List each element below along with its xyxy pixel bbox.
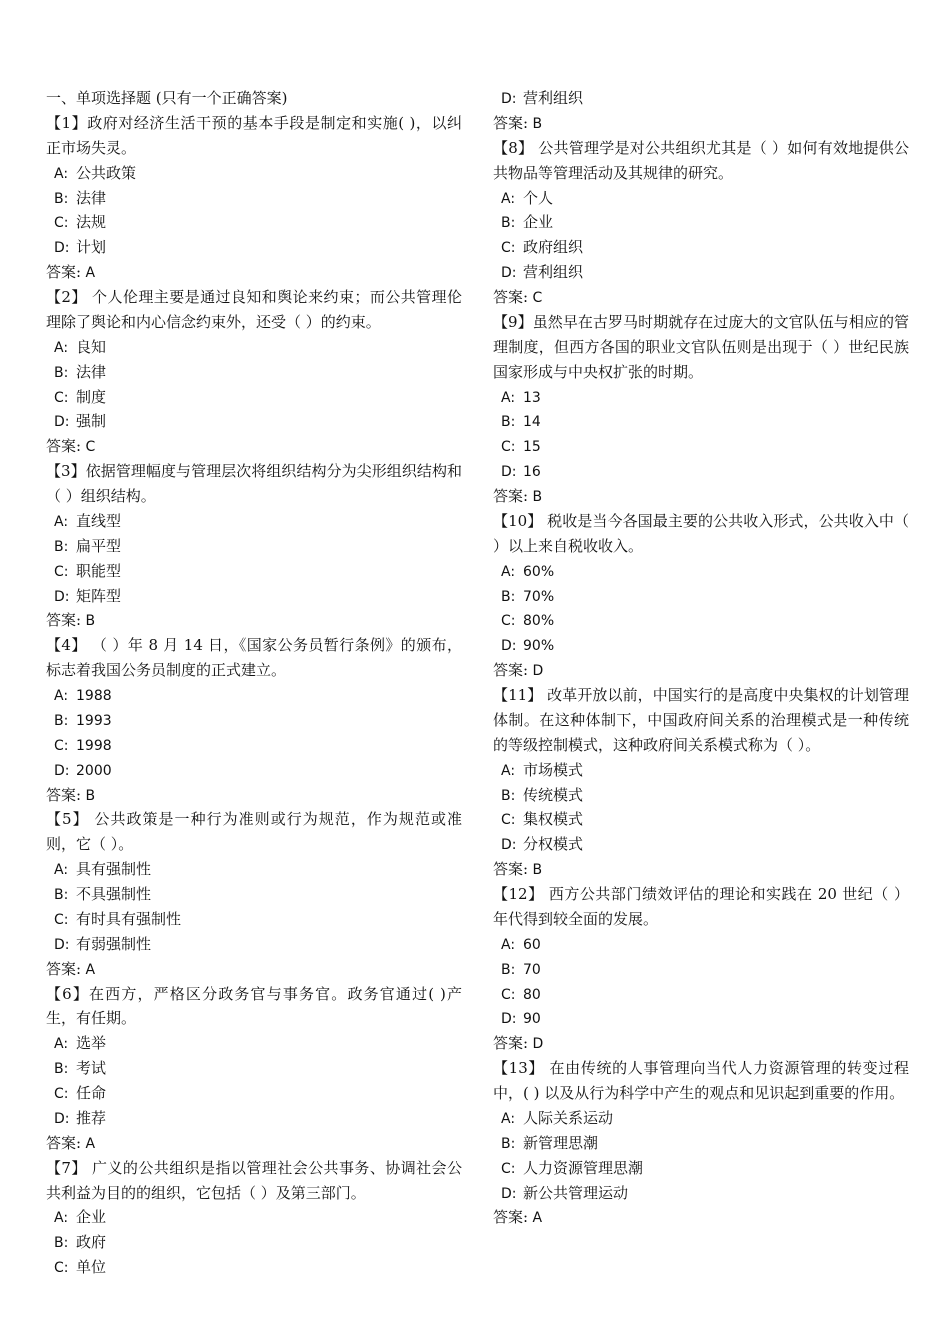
option-label: C: — [54, 911, 69, 928]
option-label: C: — [54, 563, 69, 580]
question-stem — [493, 683, 909, 758]
question-block — [46, 285, 462, 459]
option-label: D: — [501, 1011, 517, 1028]
option-row — [46, 1106, 462, 1131]
question-stem — [493, 882, 909, 932]
option-row — [46, 733, 462, 758]
question-stem — [46, 633, 462, 683]
option-row — [46, 385, 462, 410]
answer-value: D — [532, 663, 544, 680]
option-row — [46, 1031, 462, 1056]
answer-value: A — [532, 1210, 543, 1227]
option-row — [493, 807, 909, 832]
option-row — [493, 832, 909, 857]
option-text: 14 — [523, 414, 541, 431]
question-stem — [46, 285, 462, 335]
option-label: B: — [54, 364, 69, 381]
option-label: B: — [54, 712, 69, 729]
question-number: 【6】 — [46, 984, 90, 1003]
question-stem — [493, 136, 909, 186]
option-label: C: — [501, 613, 516, 630]
option-text: 有时具有强制性 — [76, 909, 182, 928]
option-row — [493, 1131, 909, 1156]
option-label: C: — [501, 986, 516, 1003]
option-text: 70% — [523, 588, 555, 605]
answer-label: 答案: — [493, 1034, 529, 1053]
option-row — [493, 186, 909, 211]
option-row — [493, 1106, 909, 1131]
question-text: 虽然早在古罗马时期就存在过庞大的文官队伍与相应的管理制度，但西方各国的职业文官队伍则是出现于（ ）世纪民族国家形成与中央权扩张的时期。 — [493, 312, 909, 381]
question-block — [493, 310, 909, 509]
option-label: B: — [501, 1135, 516, 1152]
option-label: C: — [501, 1160, 516, 1177]
question-block — [46, 111, 462, 285]
option-row — [46, 708, 462, 733]
option-label: C: — [501, 812, 516, 829]
question-number: 【10】 — [493, 511, 543, 530]
option-row — [46, 882, 462, 907]
option-text: 分权模式 — [523, 835, 584, 854]
option-row — [493, 957, 909, 982]
answer-row — [46, 783, 462, 808]
option-row — [493, 1156, 909, 1181]
option-label: D: — [501, 837, 517, 854]
option-row — [493, 210, 909, 235]
option-text: 营利组织 — [523, 89, 584, 107]
option-label: B: — [501, 215, 516, 232]
option-text: 任命 — [76, 1084, 107, 1102]
option-text: 法规 — [76, 213, 107, 232]
option-text: 80 — [523, 986, 541, 1003]
option-row — [46, 683, 462, 708]
option-text: 90% — [523, 638, 555, 655]
option-label: D: — [501, 464, 517, 481]
option-text: 市场模式 — [523, 760, 584, 779]
answer-row — [46, 1131, 462, 1156]
answer-label: 答案: — [46, 611, 82, 630]
answer-value: A — [85, 961, 96, 978]
option-row — [493, 409, 909, 434]
option-row — [493, 86, 909, 111]
option-label: A: — [54, 165, 69, 182]
answer-label: 答案: — [46, 263, 82, 282]
option-row — [46, 235, 462, 260]
option-text: 有弱强制性 — [76, 934, 152, 953]
option-row — [493, 982, 909, 1007]
option-row — [46, 1081, 462, 1106]
question-block — [46, 982, 462, 1156]
option-label: D: — [54, 936, 70, 953]
option-text: 传统模式 — [523, 785, 584, 804]
option-text: 政府组织 — [523, 238, 584, 257]
option-label: B: — [501, 961, 516, 978]
option-row — [493, 783, 909, 808]
option-row — [46, 509, 462, 534]
question-number: 【3】 — [46, 462, 86, 481]
option-text: 60 — [523, 936, 541, 953]
question-text: 公共政策是一种行为准则或行为规范，作为规范或准则，它（ ）。 — [46, 810, 462, 854]
right-column — [493, 86, 909, 1230]
question-stem — [493, 509, 909, 559]
answer-row — [493, 857, 909, 882]
option-row — [493, 584, 909, 609]
section-heading: 一、单项选择题 (只有一个正确答案) — [46, 89, 288, 107]
answer-row — [46, 608, 462, 633]
answer-row — [493, 285, 909, 310]
question-block — [46, 459, 462, 633]
option-text: 集权模式 — [523, 810, 584, 829]
option-row — [493, 1181, 909, 1206]
option-label: C: — [54, 215, 69, 232]
option-label: A: — [501, 1110, 516, 1127]
option-text: 不具强制性 — [76, 885, 152, 903]
question-number: 【4】 — [46, 636, 87, 655]
option-row — [46, 1056, 462, 1081]
option-row — [493, 459, 909, 484]
answer-row — [493, 484, 909, 509]
question-number: 【5】 — [46, 810, 89, 829]
option-row — [493, 385, 909, 410]
option-text: 政府 — [76, 1233, 107, 1252]
option-label: A: — [54, 1036, 69, 1053]
question-block — [493, 882, 909, 1056]
question-number: 【2】 — [46, 288, 87, 306]
answer-value: C — [85, 439, 96, 456]
option-label: A: — [501, 190, 516, 207]
question-text: 税收是当今各国最主要的公共收入形式，公共收入中（ ）以上来自税收收入。 — [493, 511, 909, 555]
option-label: B: — [54, 1061, 69, 1078]
question-number: 【13】 — [493, 1059, 545, 1078]
question-number: 【8】 — [493, 138, 534, 157]
question-block — [493, 683, 909, 882]
question-block — [493, 86, 909, 136]
option-label: B: — [54, 1235, 69, 1252]
question-block — [493, 1056, 909, 1230]
option-row — [493, 434, 909, 459]
answer-value: B — [532, 489, 543, 505]
option-text: 法律 — [76, 362, 107, 381]
answer-row — [46, 260, 462, 285]
question-text: 公共管理学是对公共组织尤其是（ ）如何有效地提供公共物品等管理活动及其规律的研究。 — [493, 138, 910, 182]
option-row — [493, 260, 909, 285]
option-row — [493, 608, 909, 633]
option-label: A: — [54, 513, 69, 530]
option-text: 法律 — [76, 188, 107, 207]
answer-row — [46, 957, 462, 982]
option-text: 营利组织 — [523, 263, 584, 282]
answer-row — [493, 658, 909, 683]
option-row — [46, 1255, 462, 1280]
answer-label: 答案: — [493, 860, 529, 879]
option-label: D: — [54, 240, 70, 257]
question-stem — [46, 459, 462, 509]
question-block — [493, 509, 909, 683]
option-text: 15 — [523, 439, 541, 456]
option-label: B: — [501, 588, 516, 605]
option-row — [46, 1230, 462, 1255]
option-row — [493, 1006, 909, 1031]
option-text: 强制 — [76, 412, 107, 431]
option-text: 企业 — [523, 213, 554, 232]
answer-label: 答案: — [46, 437, 82, 456]
option-text: 计划 — [76, 238, 107, 257]
answer-value: A — [85, 265, 96, 282]
option-label: C: — [54, 1260, 69, 1277]
question-number: 【11】 — [493, 686, 543, 704]
option-row — [493, 932, 909, 957]
question-stem — [46, 1156, 462, 1206]
option-label: B: — [501, 787, 516, 804]
option-row — [46, 210, 462, 235]
option-label: D: — [54, 588, 70, 605]
left-column — [46, 86, 462, 1280]
question-number: 【9】 — [493, 312, 533, 331]
option-label: D: — [501, 91, 517, 107]
option-row — [46, 758, 462, 783]
question-text: 西方公共部门绩效评估的理论和实践在 20 世纪（ ）年代得到较全面的发展。 — [493, 885, 909, 928]
question-text: 在由传统的人事管理向当代人力资源管理的转变过程中，( ) 以及从行为科学中产生的观点和见识起到重要的作用。 — [493, 1059, 909, 1102]
option-text: 推荐 — [76, 1108, 107, 1127]
option-row — [493, 559, 909, 584]
question-block — [46, 633, 462, 807]
option-label: A: — [501, 389, 516, 406]
option-row — [46, 1205, 462, 1230]
option-label: C: — [501, 439, 516, 456]
option-text: 2000 — [76, 762, 112, 779]
option-text: 单位 — [76, 1258, 107, 1277]
option-text: 矩阵型 — [76, 586, 122, 605]
option-text: 具有强制性 — [76, 860, 152, 879]
option-row — [46, 161, 462, 186]
question-number: 【7】 — [46, 1158, 87, 1177]
option-text: 1988 — [76, 688, 112, 704]
answer-value: D — [532, 1036, 544, 1053]
option-label: B: — [54, 887, 69, 903]
option-label: A: — [54, 1210, 69, 1227]
option-label: C: — [54, 1086, 69, 1102]
option-label: B: — [54, 190, 69, 207]
option-label: A: — [54, 862, 69, 879]
answer-row — [493, 1205, 909, 1230]
option-text: 人际关系运动 — [523, 1108, 614, 1127]
option-row — [46, 857, 462, 882]
question-text: （ ）年 8 月 14 日，《国家公务员暂行条例》的颁布，标志着我国公务员制度的正式建立。 — [46, 636, 462, 680]
option-text: 60% — [523, 563, 555, 580]
option-text: 16 — [523, 464, 541, 481]
question-stem — [493, 1056, 909, 1106]
option-text: 扁平型 — [76, 536, 122, 555]
answer-label: 答案: — [46, 785, 82, 804]
answer-label: 答案: — [493, 113, 529, 132]
option-row — [46, 907, 462, 932]
question-stem — [493, 310, 909, 385]
option-label: A: — [501, 563, 516, 580]
option-row — [46, 409, 462, 434]
option-row — [46, 534, 462, 559]
question-number: 【1】 — [46, 113, 88, 132]
option-row — [46, 932, 462, 957]
option-row — [46, 559, 462, 584]
option-label: D: — [54, 1110, 70, 1127]
option-row — [46, 584, 462, 609]
option-label: D: — [501, 265, 517, 282]
option-text: 人力资源管理思潮 — [523, 1158, 644, 1177]
option-label: D: — [501, 1185, 517, 1202]
option-label: A: — [54, 339, 69, 356]
option-text: 个人 — [523, 188, 554, 207]
answer-value: B — [85, 787, 96, 804]
question-stem — [46, 111, 462, 161]
answer-value: B — [532, 862, 543, 879]
answer-label: 答案: — [493, 288, 529, 306]
option-text: 制度 — [76, 387, 107, 406]
option-text: 13 — [523, 389, 541, 406]
option-label: A: — [501, 762, 516, 779]
question-text: 政府对经济生活干预的基本手段是制定和实施( )，以纠正市场失灵。 — [46, 113, 462, 157]
option-label: D: — [54, 762, 70, 779]
answer-label: 答案: — [46, 959, 82, 978]
option-row — [46, 360, 462, 385]
option-label: A: — [54, 688, 69, 704]
answer-row — [493, 111, 909, 136]
option-text: 1998 — [76, 737, 112, 754]
option-text: 新管理思潮 — [523, 1133, 599, 1152]
answer-row — [493, 1031, 909, 1056]
option-row — [493, 633, 909, 658]
option-text: 职能型 — [76, 561, 122, 580]
answer-value: B — [532, 115, 543, 132]
option-label: A: — [501, 936, 516, 953]
answer-label: 答案: — [493, 1208, 529, 1227]
answer-label: 答案: — [493, 487, 529, 505]
question-text: 个人伦理主要是通过良知和舆论来约束；而公共管理伦理除了舆论和内心信念约束外，还受（ ）的约束。 — [46, 288, 462, 331]
option-label: C: — [54, 737, 69, 754]
answer-value: A — [85, 1135, 96, 1152]
question-text: 广义的公共组织是指以管理社会公共事务、协调社会公共利益为目的的组织，它包括（ ）及第三部门。 — [46, 1158, 462, 1202]
question-block — [46, 807, 462, 981]
option-text: 考试 — [76, 1059, 107, 1078]
option-text: 选举 — [76, 1034, 107, 1053]
option-label: B: — [54, 538, 69, 555]
option-text: 企业 — [76, 1208, 107, 1227]
question-stem — [46, 982, 462, 1032]
question-text: 改革开放以前，中国实行的是高度中央集权的计划管理体制。在这种体制下，中国政府间关系的治理模式是一种传统的等级控制模式，这种政府间关系模式称为（ ）。 — [493, 686, 909, 754]
option-label: C: — [54, 389, 69, 406]
question-text: 依据管理幅度与管理层次将组织结构分为尖形组织结构和（ ）组织结构。 — [46, 462, 462, 505]
answer-label: 答案: — [46, 1133, 82, 1152]
question-block — [46, 1156, 462, 1280]
option-text: 直线型 — [76, 511, 122, 530]
option-text: 良知 — [76, 337, 107, 356]
option-text: 新公共管理运动 — [523, 1183, 629, 1202]
option-text: 公共政策 — [76, 163, 137, 182]
option-text: 80% — [523, 613, 555, 630]
option-row — [493, 758, 909, 783]
answer-value: C — [532, 290, 543, 306]
option-label: D: — [501, 638, 517, 655]
question-number: 【12】 — [493, 885, 544, 903]
option-row — [493, 235, 909, 260]
question-stem — [46, 807, 462, 857]
option-label: B: — [501, 414, 516, 431]
question-text: 在西方，严格区分政务官与事务官。政务官通过( )产生，有任期。 — [46, 984, 463, 1028]
option-text: 1993 — [76, 712, 112, 729]
option-text: 90 — [523, 1011, 541, 1028]
option-label: D: — [54, 414, 70, 431]
question-block — [493, 136, 909, 310]
answer-row — [46, 434, 462, 459]
answer-value: B — [85, 613, 96, 630]
option-row — [46, 335, 462, 360]
option-text: 70 — [523, 961, 541, 978]
answer-label: 答案: — [493, 661, 529, 680]
option-row — [46, 186, 462, 211]
option-label: C: — [501, 240, 516, 257]
